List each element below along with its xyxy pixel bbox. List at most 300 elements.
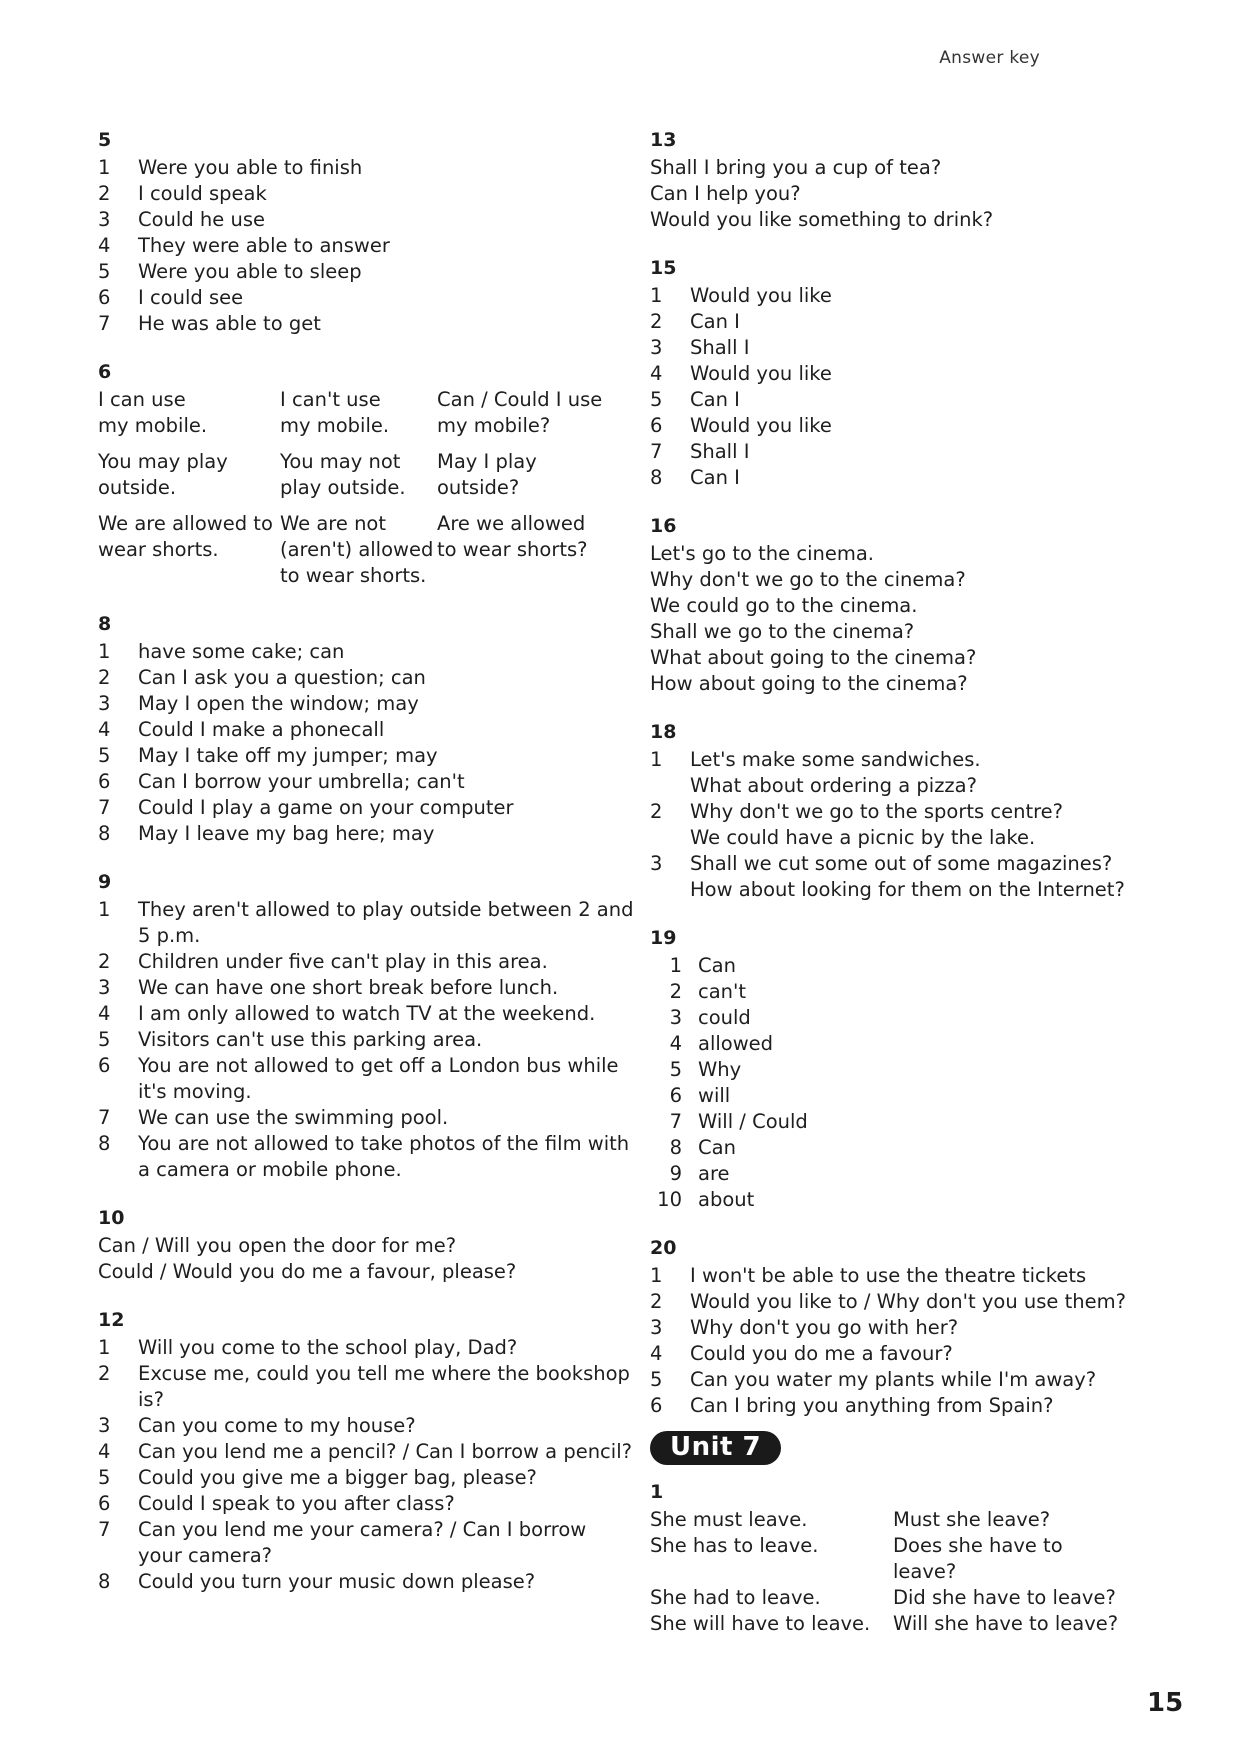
answer-item: [98, 897, 638, 949]
answer-item: [650, 1161, 1170, 1187]
item-text: [698, 1135, 1170, 1161]
item-number: 2: [669, 980, 682, 1003]
text-line: (aren't) allowed: [280, 538, 434, 561]
text-line: Could you do me a favour?: [690, 1342, 953, 1365]
item-text: [690, 1393, 1170, 1419]
item-number: 3: [650, 852, 663, 875]
text-line: about: [698, 1188, 755, 1211]
text-line: could: [698, 1006, 751, 1029]
text-line: Does she have to leave?: [893, 1534, 1063, 1583]
item-text: [138, 1439, 638, 1465]
item-text: [138, 259, 638, 285]
item-number: 2: [98, 666, 111, 689]
answer-line: Why don't we go to the cinema?: [650, 568, 966, 591]
item-number: 9: [669, 1162, 682, 1185]
text-line: He was able to get: [138, 312, 321, 335]
text-line: We could have a picnic by the lake.: [690, 826, 1036, 849]
item-text: [690, 747, 1170, 799]
item-number: 7: [650, 440, 663, 463]
answer-item: [650, 979, 1170, 1005]
item-number: 1: [98, 156, 111, 179]
item-number: 3: [98, 208, 111, 231]
text-line: outside?: [437, 476, 520, 499]
text-line: We are allowed to: [98, 512, 273, 535]
item-number: 7: [98, 1106, 111, 1129]
running-header: Answer key: [939, 48, 1040, 68]
item-number: 1: [98, 640, 111, 663]
text-line: Can / Could I use: [437, 388, 603, 411]
text-line: a camera or mobile phone.: [138, 1158, 402, 1181]
text-line: Did she have to leave?: [893, 1586, 1116, 1609]
item-text: [138, 155, 638, 181]
text-line: Could you turn your music down please?: [138, 1570, 536, 1593]
item-number: 6: [650, 414, 663, 437]
item-number: 2: [98, 950, 111, 973]
unit-heading-badge: Unit 7: [650, 1431, 781, 1465]
item-text: [698, 1187, 1170, 1213]
answer-item: [650, 1341, 1170, 1367]
text-line: are: [698, 1162, 730, 1185]
item-number: 3: [98, 976, 111, 999]
answer-item: [650, 335, 1170, 361]
item-text: [138, 1335, 638, 1361]
item-text: [690, 439, 1170, 465]
answer-item: [650, 1135, 1170, 1161]
grid-cell: [98, 449, 280, 501]
item-number: 3: [650, 1316, 663, 1339]
item-text: [138, 691, 638, 717]
item-number: 4: [650, 362, 663, 385]
item-text: [138, 311, 638, 337]
grid-cell: [280, 511, 437, 589]
text-line: She had to leave.: [650, 1586, 821, 1609]
item-text: [690, 465, 1170, 491]
answer-line: Could / Would you do me a favour, please?: [98, 1260, 517, 1283]
answer-item: [98, 1361, 638, 1413]
answer-item: [98, 639, 638, 665]
text-line: Can: [698, 954, 736, 977]
text-line: wear shorts.: [98, 538, 219, 561]
item-text: [698, 979, 1170, 1005]
item-number: 10: [657, 1188, 682, 1211]
item-text: [138, 743, 638, 769]
item-number: 3: [669, 1006, 682, 1029]
item-text: [138, 1053, 638, 1105]
answer-grid: [98, 387, 638, 589]
text-line: my mobile.: [280, 414, 390, 437]
grid-cell: [98, 511, 280, 589]
item-number: 7: [669, 1110, 682, 1133]
item-text: [690, 851, 1170, 903]
exercise-number: 15: [650, 257, 677, 279]
item-text: [138, 1413, 638, 1439]
text-line: They aren't allowed to play outside between 2 and: [138, 898, 634, 921]
item-number: 1: [650, 748, 663, 771]
answer-item: [650, 953, 1170, 979]
item-text: [138, 897, 638, 949]
grid-cell: [280, 449, 437, 501]
item-text: [138, 949, 638, 975]
item-number: 1: [669, 954, 682, 977]
grid-cell: [650, 1507, 893, 1533]
text-line: I can't use: [280, 388, 381, 411]
text-line: Could you give me a bigger bag, please?: [138, 1466, 537, 1489]
text-line: Shall I: [690, 440, 750, 463]
answer-item: [650, 851, 1170, 903]
item-number: 8: [98, 822, 111, 845]
text-line: She has to leave.: [650, 1534, 819, 1557]
text-line: my mobile.: [98, 414, 208, 437]
grid-cell: [650, 1585, 893, 1611]
item-text: [138, 1569, 638, 1595]
item-number: 3: [98, 1414, 111, 1437]
text-line: your camera?: [138, 1544, 273, 1567]
answer-item: [650, 1393, 1170, 1419]
item-number: 7: [98, 1518, 111, 1541]
item-number: 1: [98, 898, 111, 921]
answer-item: [98, 259, 638, 285]
item-number: 5: [98, 1028, 111, 1051]
text-line: can't: [698, 980, 747, 1003]
answer-item: [650, 1031, 1170, 1057]
text-line: Shall I: [690, 336, 750, 359]
answer-item: [650, 465, 1170, 491]
answer-item: [98, 691, 638, 717]
item-number: 6: [669, 1084, 682, 1107]
answer-item: [98, 1131, 638, 1183]
text-line: Can I ask you a question; can: [138, 666, 426, 689]
exercise-13: [650, 127, 1170, 233]
answer-item: [98, 1491, 638, 1517]
exercise-6: [98, 359, 638, 589]
text-line: Will / Could: [698, 1110, 808, 1133]
item-text: [138, 233, 638, 259]
item-text: [138, 1027, 638, 1053]
answer-item: [650, 1263, 1170, 1289]
exercise-10: [98, 1205, 638, 1285]
item-number: 3: [98, 692, 111, 715]
answer-item: [98, 1001, 638, 1027]
item-number: 3: [650, 336, 663, 359]
answer-item: [98, 1335, 638, 1361]
text-line: Could I make a phonecall: [138, 718, 385, 741]
text-line: Will you come to the school play, Dad?: [138, 1336, 518, 1359]
item-text: [138, 1001, 638, 1027]
text-line: 5 p.m.: [138, 924, 201, 947]
item-text: [698, 1161, 1170, 1187]
text-line: Why don't we go to the sports centre?: [690, 800, 1064, 823]
answer-grid: [650, 1507, 1170, 1637]
text-line: I could speak: [138, 182, 267, 205]
exercise-number: 13: [650, 129, 677, 151]
item-text: [138, 795, 638, 821]
answer-item: [98, 1053, 638, 1105]
answer-item: [650, 309, 1170, 335]
text-line: May I take off my jumper; may: [138, 744, 438, 767]
text-line: Can you water my plants while I'm away?: [690, 1368, 1097, 1391]
text-line: Can you lend me a pencil? / Can I borrow a pencil?: [138, 1440, 632, 1463]
item-number: 8: [650, 466, 663, 489]
item-text: [138, 181, 638, 207]
text-line: We are not: [280, 512, 387, 535]
exercise-number: 18: [650, 721, 677, 743]
text-line: You are not allowed to get off a London bus while: [138, 1054, 619, 1077]
answer-line: Can I help you?: [650, 182, 801, 205]
text-line: Visitors can't use this parking area.: [138, 1028, 483, 1051]
answer-item: [98, 207, 638, 233]
answer-item: [98, 665, 638, 691]
item-text: [138, 1361, 638, 1413]
exercise-19: [650, 925, 1170, 1213]
answer-item: [650, 1005, 1170, 1031]
text-line: She must leave.: [650, 1508, 808, 1531]
exercise-number: 1: [650, 1481, 664, 1503]
text-line: She will have to leave.: [650, 1612, 871, 1635]
text-line: play outside.: [280, 476, 406, 499]
text-line: is?: [138, 1388, 164, 1411]
item-number: 1: [98, 1336, 111, 1359]
answer-item: [98, 155, 638, 181]
grid-cell: [437, 387, 617, 439]
answer-item: [650, 1083, 1170, 1109]
text-line: May I play: [437, 450, 537, 473]
item-text: [138, 1105, 638, 1131]
answer-item: [98, 795, 638, 821]
answer-line: How about going to the cinema?: [650, 672, 968, 695]
text-line: You are not allowed to take photos of the film with: [138, 1132, 630, 1155]
item-number: 5: [98, 260, 111, 283]
item-number: 6: [650, 1394, 663, 1417]
item-text: [138, 1131, 638, 1183]
item-number: 7: [98, 796, 111, 819]
text-line: You may not: [280, 450, 401, 473]
item-text: [698, 1005, 1170, 1031]
answer-item: [98, 743, 638, 769]
item-number: 2: [650, 1290, 663, 1313]
grid-cell: [437, 511, 617, 589]
text-line: I won't be able to use the theatre tickets: [690, 1264, 1087, 1287]
item-number: 8: [98, 1132, 111, 1155]
text-line: Would you like to / Why don't you use them?: [690, 1290, 1126, 1313]
answer-item: [98, 949, 638, 975]
exercise-number: 16: [650, 515, 677, 537]
answer-item: [98, 821, 638, 847]
exercise-12: [98, 1307, 638, 1595]
item-number: 4: [650, 1342, 663, 1365]
item-number: 4: [98, 1002, 111, 1025]
grid-cell: [437, 449, 617, 501]
text-line: Can I borrow your umbrella; can't: [138, 770, 465, 793]
exercise-8: [98, 611, 638, 847]
text-line: Can I: [690, 388, 740, 411]
answer-item: [98, 1105, 638, 1131]
item-text: [138, 821, 638, 847]
exercise-9: [98, 869, 638, 1183]
answer-item: [650, 747, 1170, 799]
answer-line: Can / Will you open the door for me?: [98, 1234, 457, 1257]
answer-item: [98, 769, 638, 795]
text-line: will: [698, 1084, 731, 1107]
text-line: Must she leave?: [893, 1508, 1051, 1531]
answer-item: [98, 1569, 638, 1595]
item-number: 5: [98, 744, 111, 767]
item-text: [138, 1465, 638, 1491]
text-line: Children under five can't play in this area.: [138, 950, 548, 973]
item-text: [698, 1083, 1170, 1109]
item-number: 4: [98, 234, 111, 257]
exercise-20: [650, 1235, 1170, 1419]
grid-cell: [893, 1585, 1123, 1611]
exercise-number: 20: [650, 1237, 677, 1259]
grid-cell: [893, 1507, 1123, 1533]
grid-cell: [98, 387, 280, 439]
item-number: 5: [650, 1368, 663, 1391]
grid-cell: [893, 1611, 1123, 1637]
item-number: 6: [98, 770, 111, 793]
item-text: [138, 717, 638, 743]
text-line: Were you able to finish: [138, 156, 363, 179]
answer-item: [98, 285, 638, 311]
item-text: [138, 1491, 638, 1517]
answer-line: Shall I bring you a cup of tea?: [650, 156, 942, 179]
item-text: [138, 1517, 638, 1569]
text-line: Can I: [690, 310, 740, 333]
answer-item: [650, 439, 1170, 465]
answer-item: [98, 1027, 638, 1053]
text-line: Were you able to sleep: [138, 260, 362, 283]
grid-cell: [650, 1533, 893, 1585]
text-line: to wear shorts?: [437, 538, 588, 561]
item-text: [690, 1263, 1170, 1289]
answer-line: What about going to the cinema?: [650, 646, 977, 669]
page-number: 15: [1147, 1688, 1184, 1718]
text-line: allowed: [698, 1032, 774, 1055]
item-text: [690, 413, 1170, 439]
text-line: May I open the window; may: [138, 692, 419, 715]
text-line: I could see: [138, 286, 244, 309]
text-line: Why don't you go with her?: [690, 1316, 959, 1339]
text-line: I am only allowed to watch TV at the weekend.: [138, 1002, 596, 1025]
item-number: 4: [98, 1440, 111, 1463]
answer-item: [650, 413, 1170, 439]
item-text: [690, 309, 1170, 335]
unit7-exercise-1: [650, 1479, 1170, 1637]
text-line: have some cake; can: [138, 640, 345, 663]
text-line: We can use the swimming pool.: [138, 1106, 449, 1129]
answer-line: Shall we go to the cinema?: [650, 620, 915, 643]
text-line: Can: [698, 1136, 736, 1159]
item-number: 5: [98, 1466, 111, 1489]
text-line: Why: [698, 1058, 742, 1081]
answer-item: [650, 799, 1170, 851]
item-text: [690, 387, 1170, 413]
exercise-number: 10: [98, 1207, 125, 1229]
item-text: [690, 1289, 1170, 1315]
exercise-5: [98, 127, 638, 337]
text-line: to wear shorts.: [280, 564, 427, 587]
answer-item: [650, 361, 1170, 387]
answer-item: [98, 717, 638, 743]
exercise-number: 19: [650, 927, 677, 949]
item-text: [138, 769, 638, 795]
answer-item: [650, 283, 1170, 309]
item-text: [138, 207, 638, 233]
item-number: 8: [98, 1570, 111, 1593]
answer-item: [650, 1187, 1170, 1213]
answer-item: [98, 181, 638, 207]
answer-item: [98, 1413, 638, 1439]
item-number: 1: [650, 284, 663, 307]
item-text: [138, 665, 638, 691]
text-line: I can use: [98, 388, 186, 411]
text-line: Let's make some sandwiches.: [690, 748, 981, 771]
item-number: 6: [98, 1054, 111, 1077]
text-line: Could I play a game on your computer: [138, 796, 514, 819]
text-line: Can I: [690, 466, 740, 489]
text-line: They were able to answer: [138, 234, 390, 257]
exercise-number: 8: [98, 613, 112, 635]
exercise-15: [650, 255, 1170, 491]
item-number: 4: [669, 1032, 682, 1055]
item-number: 5: [650, 388, 663, 411]
item-text: [690, 283, 1170, 309]
text-line: We can have one short break before lunch.: [138, 976, 559, 999]
answer-item: [650, 387, 1170, 413]
text-line: Would you like: [690, 284, 832, 307]
text-line: Would you like: [690, 414, 832, 437]
item-number: 2: [98, 1362, 111, 1385]
text-line: How about looking for them on the Internet?: [690, 878, 1125, 901]
grid-cell: [893, 1533, 1123, 1585]
text-line: May I leave my bag here; may: [138, 822, 435, 845]
item-text: [698, 1057, 1170, 1083]
answer-item: [650, 1289, 1170, 1315]
item-text: [690, 361, 1170, 387]
answer-line: We could go to the cinema.: [650, 594, 918, 617]
item-number: 1: [650, 1264, 663, 1287]
answer-item: [650, 1109, 1170, 1135]
grid-cell: [650, 1611, 893, 1637]
item-text: [138, 639, 638, 665]
text-line: You may play: [98, 450, 228, 473]
text-line: Can you come to my house?: [138, 1414, 416, 1437]
item-number: 6: [98, 286, 111, 309]
answer-item: [650, 1367, 1170, 1393]
item-text: [138, 975, 638, 1001]
text-line: Are we allowed: [437, 512, 586, 535]
answer-item: [98, 1465, 638, 1491]
item-number: 8: [669, 1136, 682, 1159]
item-number: 2: [650, 310, 663, 333]
item-text: [690, 1341, 1170, 1367]
text-line: Can you lend me your camera? / Can I borrow: [138, 1518, 587, 1541]
item-number: 5: [669, 1058, 682, 1081]
exercise-number: 6: [98, 361, 112, 383]
answer-line: Would you like something to drink?: [650, 208, 994, 231]
answer-line: Let's go to the cinema.: [650, 542, 875, 565]
item-number: 2: [98, 182, 111, 205]
item-text: [138, 285, 638, 311]
item-number: 4: [98, 718, 111, 741]
item-text: [698, 1109, 1170, 1135]
answer-item: [98, 311, 638, 337]
item-text: [690, 335, 1170, 361]
item-text: [698, 953, 1170, 979]
text-line: Could he use: [138, 208, 265, 231]
text-line: it's moving.: [138, 1080, 252, 1103]
grid-cell: [280, 387, 437, 439]
answer-item: [98, 1517, 638, 1569]
